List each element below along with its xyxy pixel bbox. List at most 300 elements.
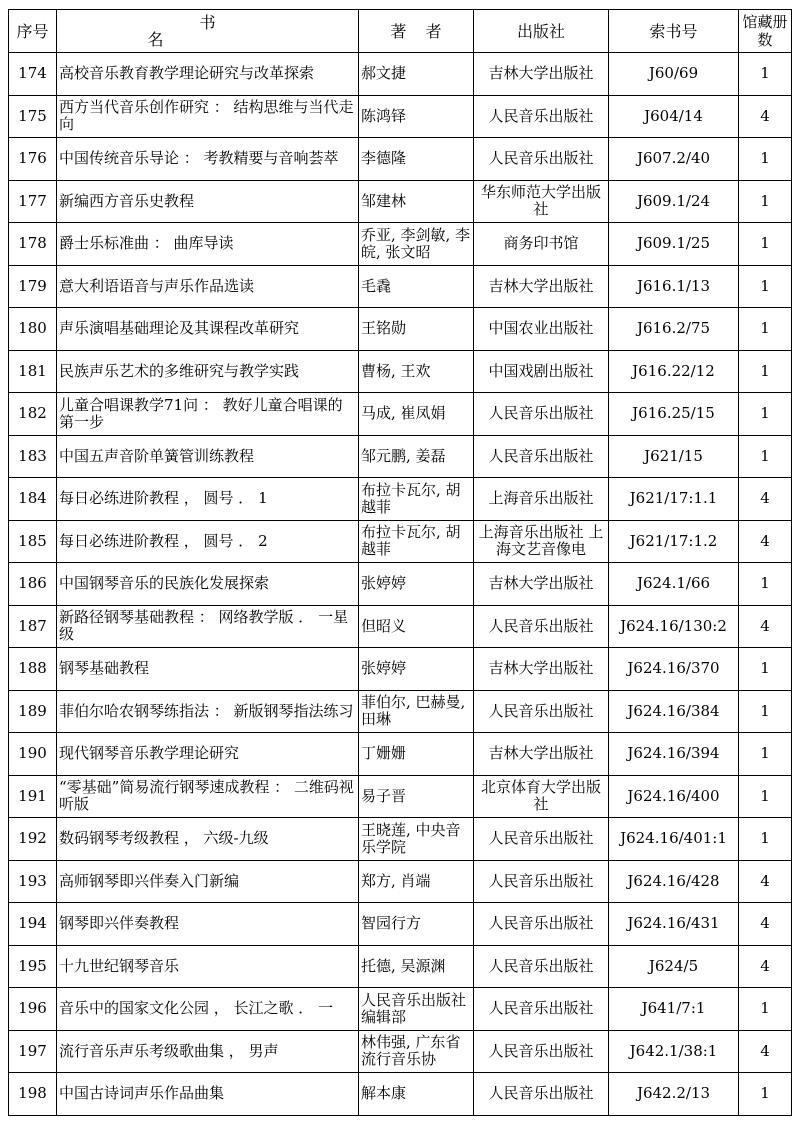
- cell-title: [57, 1030, 359, 1073]
- cell-call-number: [609, 860, 739, 903]
- cell-volume-count: [739, 53, 792, 96]
- cell-title-text: 钢琴基础教程: [59, 660, 150, 678]
- cell-volume-count-text: 4: [760, 872, 770, 890]
- cell-volume-count-text: 1: [760, 405, 770, 423]
- cell-author-text: 张婷婷: [361, 575, 407, 593]
- table-row: [9, 775, 792, 818]
- table-row: [9, 138, 792, 181]
- cell-press: [474, 775, 609, 818]
- table-row: [9, 1030, 792, 1073]
- cell-seq: [9, 53, 57, 96]
- cell-volume-count: [739, 138, 792, 181]
- cell-press-text: 吉林大学出版社: [488, 277, 594, 295]
- cell-volume-count-text: 1: [760, 65, 770, 83]
- cell-call-number: [609, 180, 739, 223]
- table-row: [9, 563, 792, 606]
- cell-press-text: 人民音乐出版社: [488, 957, 594, 975]
- cell-title: [57, 690, 359, 733]
- table-row: [9, 223, 792, 266]
- table-row: [9, 733, 792, 776]
- cell-title-text: 意大利语语音与声乐作品选读: [59, 277, 255, 295]
- cell-seq-text: 188: [18, 660, 47, 678]
- cell-title-text: 高师钢琴即兴伴奏入门新编: [59, 872, 240, 890]
- table-row: [9, 478, 792, 521]
- cell-call-number-text: J624.16/400: [627, 787, 720, 805]
- cell-seq-text: 183: [18, 447, 47, 465]
- cell-author-text: 但昭义: [361, 617, 407, 635]
- cell-seq: [9, 605, 57, 648]
- cell-seq: [9, 223, 57, 266]
- cell-call-number: [609, 223, 739, 266]
- cell-title-text: 每日必练进阶教程 ， 圆号 ． 2: [59, 532, 268, 550]
- cell-call-number: [609, 308, 739, 351]
- cell-press-text: 人民音乐出版社: [488, 702, 594, 720]
- cell-volume-count: [739, 775, 792, 818]
- cell-press: [474, 265, 609, 308]
- cell-volume-count: [739, 435, 792, 478]
- cell-title: [57, 53, 359, 96]
- cell-author-text: 马成, 崔凤娟: [361, 405, 446, 423]
- cell-call-number: [609, 520, 739, 563]
- cell-call-number: [609, 478, 739, 521]
- table-header-row: [9, 10, 792, 53]
- table-row: [9, 903, 792, 946]
- cell-press-text: 人民音乐出版社: [488, 830, 594, 848]
- cell-volume-count-text: 4: [760, 490, 770, 508]
- cell-volume-count-text: 1: [760, 787, 770, 805]
- cell-title: [57, 520, 359, 563]
- cell-volume-count-text: 1: [760, 1085, 770, 1103]
- cell-seq: [9, 435, 57, 478]
- cell-author-text: 张婷婷: [361, 660, 407, 678]
- table-row: [9, 988, 792, 1031]
- cell-volume-count-text: 4: [760, 532, 770, 550]
- cell-author: [359, 265, 474, 308]
- cell-press-text: 人民音乐出版社: [488, 150, 594, 168]
- table-row: [9, 435, 792, 478]
- cell-author: [359, 563, 474, 606]
- cell-title: [57, 478, 359, 521]
- cell-press: [474, 478, 609, 521]
- cell-volume-count: [739, 393, 792, 436]
- cell-seq: [9, 945, 57, 988]
- cell-seq: [9, 138, 57, 181]
- cell-title-text: 新编西方音乐史教程: [59, 192, 195, 210]
- cell-volume-count-text: 4: [760, 617, 770, 635]
- cell-seq: [9, 520, 57, 563]
- cell-volume-count-text: 4: [760, 915, 770, 933]
- cell-volume-count-text: 1: [760, 320, 770, 338]
- cell-volume-count: [739, 180, 792, 223]
- cell-press-text: 华东师范大学出版社: [480, 184, 601, 219]
- cell-call-number: [609, 435, 739, 478]
- cell-press: [474, 350, 609, 393]
- cell-title: [57, 223, 359, 266]
- cell-author: [359, 605, 474, 648]
- cell-title: [57, 733, 359, 776]
- cell-volume-count-text: 1: [760, 702, 770, 720]
- cell-call-number: [609, 818, 739, 861]
- cell-press-text: 人民音乐出版社: [488, 405, 594, 423]
- table-row: [9, 605, 792, 648]
- cell-press-text: 上海音乐出版社: [488, 490, 594, 508]
- cell-seq-text: 193: [18, 872, 47, 890]
- cell-call-number-text: J616.25/15: [632, 405, 715, 423]
- cell-press: [474, 1073, 609, 1116]
- cell-title-text: 中国钢琴音乐的民族化发展探索: [59, 575, 270, 593]
- cell-author-text: 郝文捷: [361, 65, 407, 83]
- cell-seq: [9, 1073, 57, 1116]
- table-row: [9, 648, 792, 691]
- cell-seq-text: 196: [18, 1000, 47, 1018]
- cell-volume-count: [739, 690, 792, 733]
- cell-call-number-text: J624.16/401:1: [620, 830, 727, 848]
- header-press: 出版社: [474, 10, 609, 53]
- cell-seq-text: 192: [18, 830, 47, 848]
- cell-press-text: 人民音乐出版社: [488, 1000, 594, 1018]
- cell-volume-count-text: 1: [760, 575, 770, 593]
- cell-call-number-text: J616.1/13: [636, 277, 711, 295]
- cell-call-number: [609, 648, 739, 691]
- cell-call-number: [609, 95, 739, 138]
- cell-seq-text: 178: [18, 235, 47, 253]
- cell-seq: [9, 733, 57, 776]
- cell-call-number-text: J624.16/394: [627, 745, 720, 763]
- cell-author-text: 丁姗姗: [361, 745, 407, 763]
- cell-press: [474, 945, 609, 988]
- cell-volume-count-text: 1: [760, 745, 770, 763]
- header-author: [359, 10, 474, 53]
- cell-seq-text: 185: [18, 532, 47, 550]
- header-volume-count: 馆藏册数: [739, 10, 792, 53]
- cell-seq-text: 190: [18, 745, 47, 763]
- cell-seq: [9, 393, 57, 436]
- cell-volume-count-text: 1: [760, 362, 770, 380]
- cell-author: [359, 478, 474, 521]
- cell-call-number: [609, 690, 739, 733]
- cell-call-number-text: J642.2/13: [636, 1085, 711, 1103]
- cell-seq-text: 175: [18, 107, 47, 125]
- cell-volume-count: [739, 95, 792, 138]
- cell-title-text: 高校音乐教育教学理论研究与改革探索: [59, 65, 315, 83]
- cell-seq-text: 180: [18, 320, 47, 338]
- cell-author: [359, 903, 474, 946]
- cell-title-text: 十九世纪钢琴音乐: [59, 957, 180, 975]
- cell-author-text: 王晓莲, 中央音乐学院: [361, 821, 461, 856]
- cell-press: [474, 95, 609, 138]
- cell-title: [57, 1073, 359, 1116]
- table-row: [9, 818, 792, 861]
- cell-press: [474, 520, 609, 563]
- cell-title: [57, 435, 359, 478]
- cell-seq: [9, 180, 57, 223]
- cell-volume-count-text: 1: [760, 830, 770, 848]
- cell-call-number-text: J60/69: [648, 65, 699, 83]
- cell-title-text: 音乐中的国家文化公园 ， 长江之歌 ． 一: [59, 1000, 334, 1018]
- cell-author: [359, 435, 474, 478]
- book-catalog-table: [8, 9, 792, 1116]
- cell-press: [474, 53, 609, 96]
- cell-seq-text: 181: [18, 362, 47, 380]
- cell-title: [57, 350, 359, 393]
- cell-call-number-text: J624.16/428: [627, 872, 720, 890]
- cell-seq: [9, 860, 57, 903]
- cell-title-text: 现代钢琴音乐教学理论研究: [59, 745, 240, 763]
- cell-volume-count: [739, 860, 792, 903]
- cell-call-number: [609, 53, 739, 96]
- header-title: [57, 10, 359, 53]
- cell-title: [57, 563, 359, 606]
- cell-author: [359, 945, 474, 988]
- cell-seq-text: 184: [18, 490, 47, 508]
- cell-volume-count-text: 1: [760, 277, 770, 295]
- cell-seq: [9, 563, 57, 606]
- cell-title: [57, 605, 359, 648]
- cell-author-text: 托德, 吴源渊: [361, 957, 446, 975]
- cell-title: [57, 775, 359, 818]
- cell-call-number: [609, 1030, 739, 1073]
- cell-seq: [9, 350, 57, 393]
- cell-press: [474, 988, 609, 1031]
- table-row: [9, 265, 792, 308]
- cell-volume-count-text: 1: [760, 150, 770, 168]
- header-call-number: 索书号: [609, 10, 739, 53]
- cell-title-text: 民族声乐艺术的多维研究与教学实践: [59, 362, 300, 380]
- cell-call-number: [609, 1073, 739, 1116]
- cell-author: [359, 648, 474, 691]
- cell-author: [359, 733, 474, 776]
- cell-volume-count: [739, 223, 792, 266]
- cell-title-text: 钢琴即兴伴奏教程: [59, 915, 180, 933]
- cell-volume-count: [739, 648, 792, 691]
- header-seq: 序号: [9, 10, 57, 53]
- table-row: [9, 1073, 792, 1116]
- cell-author: [359, 1073, 474, 1116]
- cell-volume-count: [739, 265, 792, 308]
- header-title-label: 书名: [147, 13, 320, 49]
- cell-seq-text: 194: [18, 915, 47, 933]
- cell-author-text: 郑方, 肖端: [361, 872, 431, 890]
- cell-volume-count: [739, 605, 792, 648]
- cell-call-number: [609, 733, 739, 776]
- cell-call-number-text: J641/7:1: [641, 1000, 706, 1018]
- cell-call-number-text: J621/15: [644, 447, 703, 465]
- cell-press-text: 人民音乐出版社: [488, 915, 594, 933]
- cell-author-text: 易子晋: [361, 787, 407, 805]
- header-author-label: 著者: [390, 21, 461, 41]
- cell-press: [474, 690, 609, 733]
- cell-call-number-text: J609.1/24: [636, 192, 711, 210]
- cell-seq: [9, 95, 57, 138]
- cell-title: [57, 903, 359, 946]
- cell-title-text: 西方当代音乐创作研究 ： 结构思维与当代走向: [59, 99, 354, 134]
- cell-title: [57, 265, 359, 308]
- cell-call-number-text: J607.2/40: [636, 150, 711, 168]
- cell-press: [474, 903, 609, 946]
- cell-seq-text: 191: [18, 787, 47, 805]
- cell-seq-text: 174: [18, 65, 47, 83]
- table-row: [9, 690, 792, 733]
- cell-seq: [9, 690, 57, 733]
- cell-press-text: 人民音乐出版社: [488, 1042, 594, 1060]
- cell-volume-count-text: 4: [760, 1042, 770, 1060]
- cell-volume-count-text: 1: [760, 660, 770, 678]
- cell-seq: [9, 818, 57, 861]
- cell-author: [359, 223, 474, 266]
- cell-call-number-text: J621/17:1.2: [629, 532, 718, 550]
- cell-call-number-text: J616.2/75: [636, 320, 711, 338]
- cell-title: [57, 308, 359, 351]
- cell-press-text: 人民音乐出版社: [488, 1085, 594, 1103]
- cell-author: [359, 308, 474, 351]
- cell-volume-count: [739, 308, 792, 351]
- cell-call-number-text: J624.16/370: [627, 660, 720, 678]
- cell-press-text: 北京体育大学出版社: [480, 779, 601, 814]
- cell-title-text: 菲伯尔哈农钢琴练指法 ： 新版钢琴指法练习: [59, 702, 354, 720]
- cell-title: [57, 95, 359, 138]
- cell-author-text: 邹元鹏, 姜磊: [361, 447, 446, 465]
- cell-seq-text: 189: [18, 702, 47, 720]
- cell-volume-count-text: 4: [760, 957, 770, 975]
- cell-volume-count: [739, 945, 792, 988]
- cell-volume-count: [739, 818, 792, 861]
- cell-author: [359, 95, 474, 138]
- cell-press-text: 人民音乐出版社: [488, 447, 594, 465]
- cell-press: [474, 605, 609, 648]
- cell-author: [359, 520, 474, 563]
- cell-volume-count: [739, 733, 792, 776]
- table-row: [9, 350, 792, 393]
- cell-author: [359, 818, 474, 861]
- cell-title-text: 每日必练进阶教程 ， 圆号 ． 1: [59, 490, 268, 508]
- cell-seq-text: 197: [18, 1042, 47, 1060]
- cell-author-text: 林伟强, 广东省流行音乐协: [361, 1034, 461, 1069]
- cell-seq: [9, 775, 57, 818]
- cell-volume-count: [739, 903, 792, 946]
- cell-call-number-text: J624.16/130:2: [620, 617, 727, 635]
- cell-volume-count: [739, 563, 792, 606]
- cell-call-number-text: J624.16/431: [627, 915, 720, 933]
- cell-seq-text: 176: [18, 150, 47, 168]
- cell-seq-text: 198: [18, 1085, 47, 1103]
- cell-author: [359, 1030, 474, 1073]
- cell-call-number: [609, 265, 739, 308]
- cell-call-number-text: J624/5: [648, 957, 699, 975]
- cell-author-text: 人民音乐出版社编辑部: [361, 991, 467, 1026]
- cell-volume-count: [739, 520, 792, 563]
- cell-call-number: [609, 138, 739, 181]
- cell-author-text: 曹杨, 王欢: [361, 362, 431, 380]
- cell-call-number: [609, 350, 739, 393]
- cell-author: [359, 690, 474, 733]
- cell-title-text: 声乐演唱基础理论及其课程改革研究: [59, 320, 300, 338]
- cell-volume-count: [739, 1073, 792, 1116]
- cell-seq: [9, 308, 57, 351]
- cell-volume-count-text: 4: [760, 107, 770, 125]
- cell-title: [57, 860, 359, 903]
- cell-press: [474, 733, 609, 776]
- cell-volume-count-text: 1: [760, 192, 770, 210]
- cell-seq-text: 182: [18, 405, 47, 423]
- cell-author-text: 陈鸿铎: [361, 107, 407, 125]
- table-row: [9, 393, 792, 436]
- cell-title: [57, 180, 359, 223]
- cell-call-number: [609, 775, 739, 818]
- cell-volume-count: [739, 478, 792, 521]
- cell-volume-count-text: 1: [760, 447, 770, 465]
- cell-call-number: [609, 393, 739, 436]
- cell-press-text: 人民音乐出版社: [488, 107, 594, 125]
- cell-title-text: 中国传统音乐导论 ： 考教精要与音响荟萃: [59, 150, 339, 168]
- cell-seq: [9, 478, 57, 521]
- cell-author: [359, 988, 474, 1031]
- table-row: [9, 945, 792, 988]
- cell-press-text: 中国农业出版社: [488, 320, 594, 338]
- cell-press: [474, 308, 609, 351]
- cell-call-number: [609, 988, 739, 1031]
- cell-seq-text: 187: [18, 617, 47, 635]
- cell-author: [359, 53, 474, 96]
- cell-seq: [9, 648, 57, 691]
- cell-press: [474, 180, 609, 223]
- cell-author: [359, 138, 474, 181]
- cell-press: [474, 1030, 609, 1073]
- cell-seq: [9, 903, 57, 946]
- cell-seq-text: 177: [18, 192, 47, 210]
- cell-press-text: 吉林大学出版社: [488, 660, 594, 678]
- cell-author-text: 解本康: [361, 1085, 407, 1103]
- cell-volume-count: [739, 350, 792, 393]
- cell-volume-count-text: 1: [760, 1000, 770, 1018]
- cell-author-text: 智园行方: [361, 915, 422, 933]
- cell-author-text: 李德隆: [361, 150, 407, 168]
- cell-volume-count: [739, 1030, 792, 1073]
- cell-author-text: 菲伯尔, 巴赫曼, 田琳: [361, 694, 466, 729]
- cell-title: [57, 138, 359, 181]
- cell-author: [359, 775, 474, 818]
- table-row: [9, 520, 792, 563]
- cell-author-text: 布拉卡瓦尔, 胡越菲: [361, 524, 461, 559]
- cell-seq: [9, 265, 57, 308]
- cell-author-text: 毛毳: [361, 277, 392, 295]
- cell-call-number: [609, 945, 739, 988]
- cell-press: [474, 393, 609, 436]
- cell-title: [57, 648, 359, 691]
- cell-call-number-text: J621/17:1.1: [629, 490, 718, 508]
- cell-title: [57, 945, 359, 988]
- cell-press: [474, 223, 609, 266]
- cell-call-number: [609, 563, 739, 606]
- cell-seq: [9, 988, 57, 1031]
- cell-seq: [9, 1030, 57, 1073]
- cell-press: [474, 860, 609, 903]
- cell-call-number: [609, 903, 739, 946]
- cell-title: [57, 988, 359, 1031]
- cell-title: [57, 818, 359, 861]
- cell-press: [474, 435, 609, 478]
- cell-press: [474, 563, 609, 606]
- cell-press: [474, 648, 609, 691]
- cell-title-text: “零基础”简易流行钢琴速成教程 ： 二维码视听版: [59, 779, 354, 814]
- cell-author-text: 邹建林: [361, 192, 407, 210]
- cell-author-text: 王铭勋: [361, 320, 407, 338]
- cell-title-text: 流行音乐声乐考级歌曲集 ， 男声: [59, 1042, 279, 1060]
- cell-press-text: 吉林大学出版社: [488, 575, 594, 593]
- cell-press-text: 商务印书馆: [503, 235, 579, 253]
- cell-author-text: 乔亚, 李剑敏, 李皖, 张文昭: [361, 226, 471, 261]
- cell-call-number-text: J624.1/66: [636, 575, 711, 593]
- table-row: [9, 53, 792, 96]
